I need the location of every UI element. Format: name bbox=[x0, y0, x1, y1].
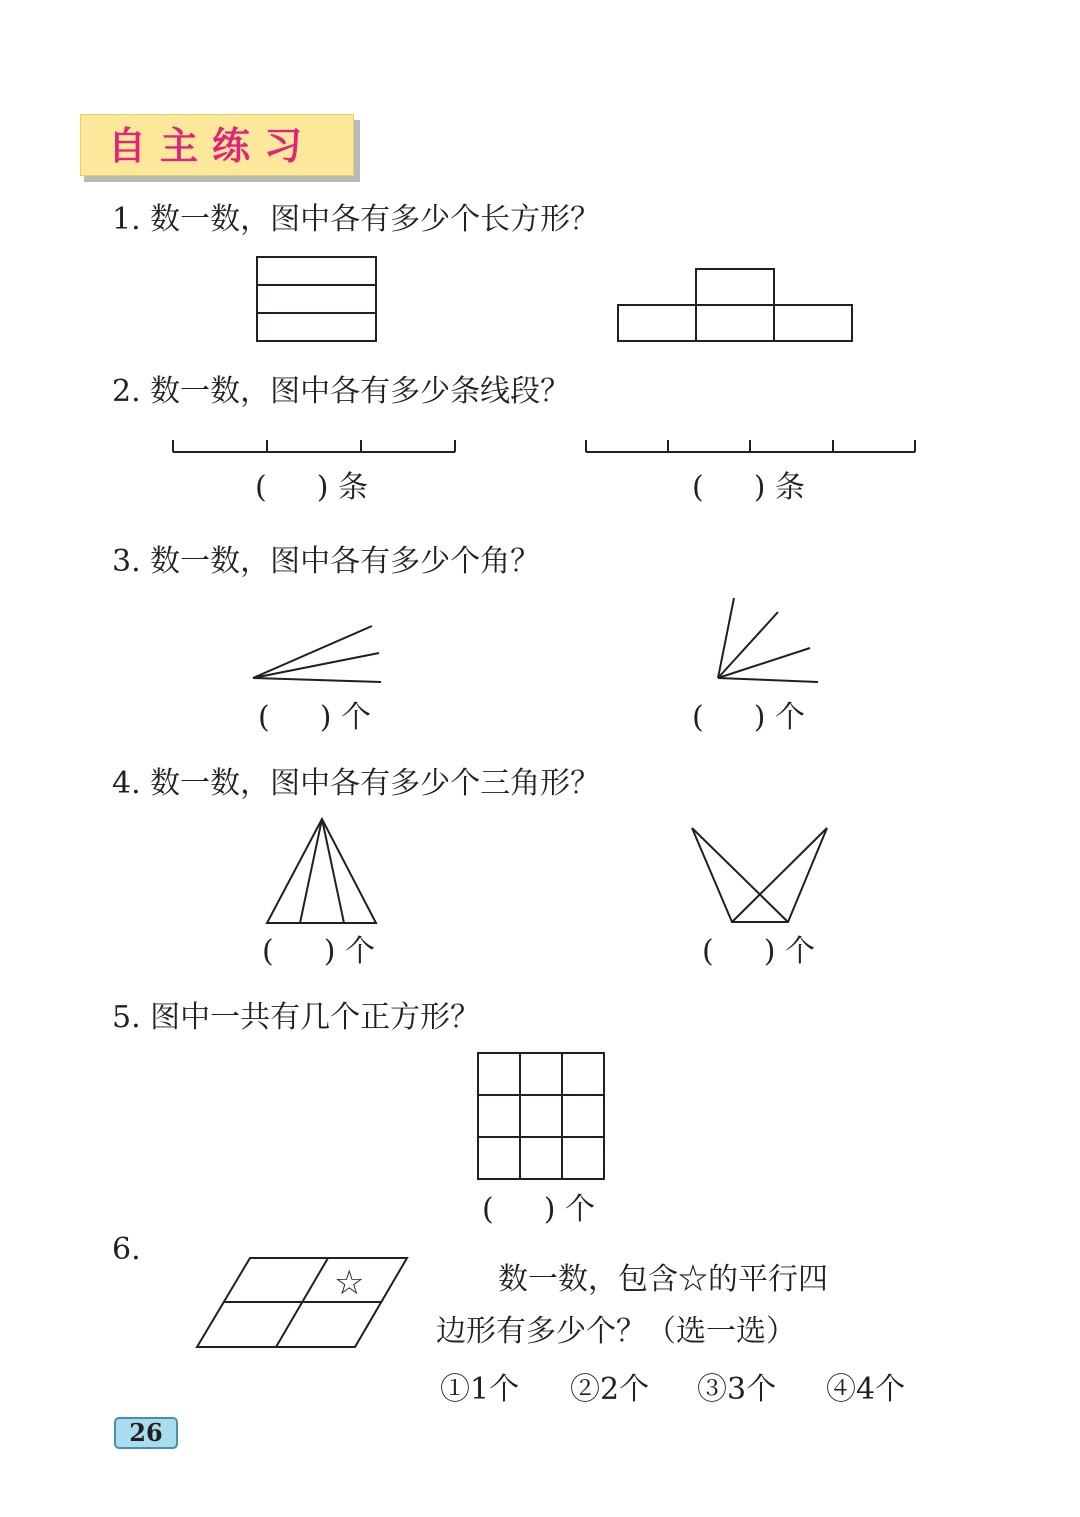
q4-unit-right: 个 bbox=[784, 934, 815, 969]
q3-answer-blank-right[interactable]: ( ) 个 bbox=[692, 700, 805, 735]
question-6-text-line-1: 数一数，包含☆的平行四 bbox=[498, 1262, 828, 1297]
q4-answer-blank-left[interactable]: ( ) 个 bbox=[262, 934, 375, 969]
q3-answer-blank-left[interactable]: ( ) 个 bbox=[258, 700, 371, 735]
q3-unit-right: 个 bbox=[774, 700, 805, 735]
q6-choice-1[interactable]: ①1个 bbox=[440, 1372, 520, 1407]
star-icon: ☆ bbox=[334, 1263, 365, 1303]
question-3-text: 3. 数一数，图中各有多少个角？ bbox=[112, 544, 541, 579]
q4-answer-blank-right[interactable]: ( ) 个 bbox=[702, 934, 815, 969]
question-5-text: 5. 图中一共有几个正方形？ bbox=[112, 1000, 481, 1035]
q6-choice-3[interactable]: ③3个 bbox=[697, 1372, 777, 1407]
section-title: 自主练习 bbox=[108, 124, 317, 168]
q6-choice-2[interactable]: ②2个 bbox=[570, 1372, 650, 1407]
q3-unit-left: 个 bbox=[340, 700, 371, 735]
q2-answer-blank-left[interactable]: ( ) 条 bbox=[255, 470, 368, 505]
q5-figure-square-grid bbox=[470, 1045, 615, 1190]
q2-unit-right: 条 bbox=[774, 470, 805, 505]
q1-figure-stacked-rectangles bbox=[250, 250, 390, 350]
question-6-number: 6. bbox=[112, 1232, 141, 1267]
question-6-text-line-2: 边形有多少个？（选一选） bbox=[436, 1314, 796, 1349]
q4-unit-left: 个 bbox=[344, 934, 375, 969]
q2-unit-left: 条 bbox=[337, 470, 368, 505]
q3-figure-angles-right bbox=[710, 590, 830, 690]
q5-answer-blank[interactable]: ( ) 个 bbox=[482, 1192, 595, 1227]
q6-choice-4[interactable]: ④4个 bbox=[826, 1372, 906, 1407]
q2-figure-segment-left bbox=[165, 434, 465, 464]
q2-figure-segment-right bbox=[578, 434, 928, 464]
page-number: 26 bbox=[114, 1417, 178, 1449]
question-1-text: 1. 数一数，图中各有多少个长方形？ bbox=[112, 202, 601, 237]
q1-figure-t-shape-rectangles bbox=[610, 262, 870, 352]
question-4-text: 4. 数一数，图中各有多少个三角形？ bbox=[112, 766, 601, 801]
q5-unit: 个 bbox=[564, 1192, 595, 1227]
q6-figure-parallelogram-grid bbox=[190, 1250, 415, 1355]
q4-figure-triangles-right bbox=[684, 820, 839, 930]
q4-figure-triangles-left bbox=[260, 812, 385, 932]
q3-figure-angles-left bbox=[245, 618, 395, 693]
question-2-text: 2. 数一数，图中各有多少条线段？ bbox=[112, 374, 571, 409]
q2-answer-blank-right[interactable]: ( ) 条 bbox=[692, 470, 805, 505]
